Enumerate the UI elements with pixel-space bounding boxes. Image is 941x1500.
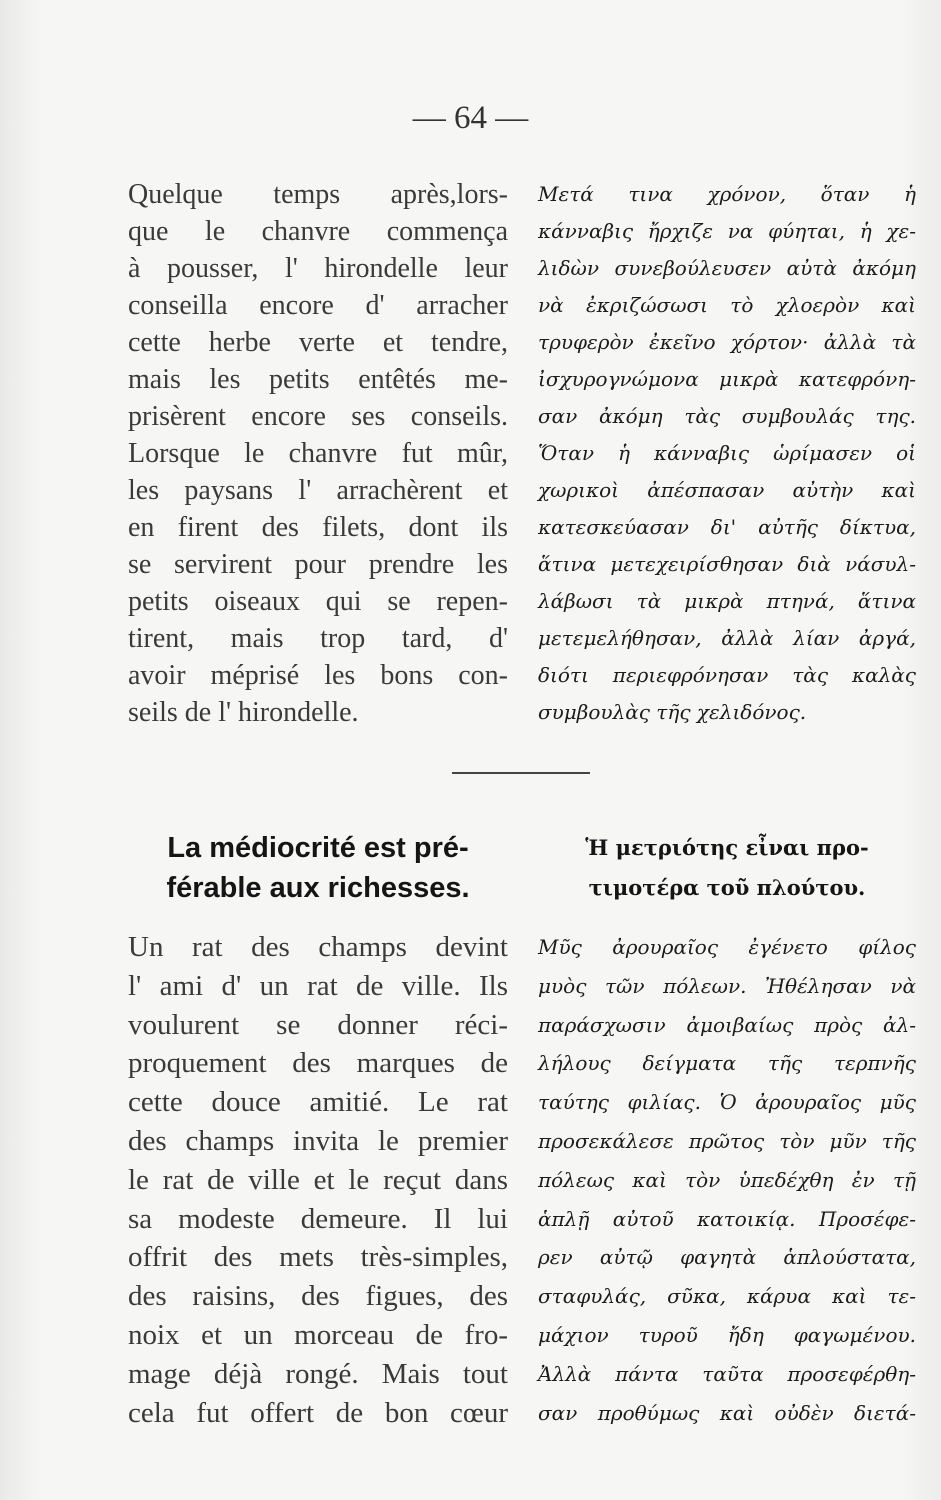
greek-line: πόλεως καὶ τὸν ὑπεδέχθη ἐν τῇ [538,1167,916,1192]
greek-line: Ὅταν ἡ κάνναβις ὡρίμασεν οἱ [538,441,916,465]
greek-line: κατεσκεύασαν δι' αὐτῆς δίκτυα, [538,515,916,539]
french-line: cette herbe verte et tendre, [128,327,508,358]
greek-line: Ἀλλὰ πάντα ταῦτα προσεφέρθη- [538,1361,916,1386]
greek-line: σταφυλάς, σῦκα, κάρυα καὶ τε- [538,1284,916,1309]
french-line: Lorsque le chanvre fut mûr, [128,438,508,469]
greek-section-title [538,828,916,908]
greek-line: προσεκάλεσε πρῶτος τὸν μῦν τῆς [538,1128,916,1153]
french-line: Un rat des champs devint [128,931,508,963]
french-line: les paysans l' arrachèrent et [128,475,508,506]
greek-line: διότι περιεφρόνησαν τὰς καλὰς [538,663,916,687]
greek-line: ἅτινα μετεχειρίσθησαν διὰ νάσυλ- [538,552,916,576]
french-line: Quelque temps après,lors- [128,179,508,210]
french-line: tirent, mais trop tard, d' [128,623,508,654]
french-line: petits oiseaux qui se repen- [128,586,508,617]
french-section-title [128,828,508,908]
greek-line: μετεμελήθησαν, ἀλλὰ λίαν ἀργά, [538,626,916,650]
french-line: cela fut offert de bon cœur [128,1396,508,1429]
page-number: — 64 — [412,100,529,136]
french-line: se servirent pour prendre les [128,549,508,580]
greek-title-line: Ἡ μετριότης εἶναι προ- [585,835,869,860]
greek-line: μυὸς τῶν πόλεων. Ἠθέλησαν νὰ [538,973,916,998]
greek-line: συμβουλὰς τῆς χελιδόνος. [538,700,807,724]
french-line: à pousser, l' hirondelle leur [128,253,508,284]
greek-line: τρυφερὸν ἐκεῖνο χόρτον· ἀλλὰ τὰ [538,330,916,354]
greek-line: Μετά τινα χρόνον, ὅταν ἡ [538,182,916,206]
french-line: sa modeste demeure. Il lui [128,1202,508,1235]
greek-line: ρεν αὐτῷ φαγητὰ ἁπλούστατα, [538,1245,916,1270]
greek-line: ἁπλῇ αὐτοῦ κατοικίᾳ. Προσέφε- [538,1206,916,1231]
french-line: noix et un morceau de fro- [128,1318,508,1351]
greek-line: λήλους δείγματα τῆς τερπνῆς [538,1051,916,1076]
greek-line: λάβωσι τὰ μικρὰ πτηνά, ἅτινα [538,589,916,613]
french-line: proquement des marques de [128,1047,508,1080]
french-line: des raisins, des figues, des [128,1280,508,1313]
greek-column-section2 [538,928,916,1432]
greek-title-line: τιμοτέρα τοῦ πλούτου. [588,875,866,900]
greek-line: ἰσχυρογνώμονα μικρὰ κατεφρόνη- [538,367,916,391]
french-line: voulurent se donner réci- [128,1008,508,1041]
greek-line: λιδὼν συνεβούλευσεν αὐτὰ ἀκόμη [538,256,916,280]
greek-line: ταύτης φιλίας. Ὁ ἀρουραῖος μῦς [538,1090,916,1115]
greek-line: σαν ἀκόμη τὰς συμβουλάς της. [538,404,916,428]
french-line: cette douce amitié. Le rat [128,1086,508,1119]
french-line: mais les petits entêtés me- [128,364,508,395]
french-line: offrit des mets très-simples, [128,1241,508,1274]
french-line: conseilla encore d' arracher [128,290,508,321]
french-line: des champs invita le premier [128,1124,508,1157]
section-divider [452,772,590,774]
greek-line: κάνναβις ἤρχιζε να φύηται, ἡ χε- [538,219,916,243]
french-column-section1 [128,176,508,731]
french-title-line: férable aux richesses. [166,872,470,904]
greek-line: νὰ ἐκριζώσωσι τὸ χλοερὸν καὶ [538,293,916,317]
french-column-section2 [128,928,508,1432]
french-line: le rat de ville et le reçut dans [128,1163,508,1196]
greek-line: παράσχωσιν ἀμοιβαίως πρὸς ἀλ- [538,1012,916,1037]
french-title-line: La médiocrité est pré- [167,832,469,864]
french-line: seils de l' hirondelle. [128,697,359,728]
greek-line: χωρικοὶ ἀπέσπασαν αὐτὴν καὶ [538,478,916,502]
greek-column-section1 [538,176,916,731]
french-line: que le chanvre commença [128,216,508,247]
french-line: mage déjà rongé. Mais tout [128,1357,508,1390]
greek-line: μάχιον τυροῦ ἤδη φαγωμένου. [538,1322,916,1347]
french-line: avoir méprisé les bons con- [128,660,508,691]
french-line: en firent des filets, dont ils [128,512,508,543]
french-line: prisèrent encore ses conseils. [128,401,508,432]
french-line: l' ami d' un rat de ville. Ils [128,969,508,1002]
greek-line: Μῦς ἀρουραῖος ἐγένετο φίλος [538,935,916,959]
greek-line: σαν προθύμως καὶ οὐδὲν διετά- [538,1400,916,1425]
